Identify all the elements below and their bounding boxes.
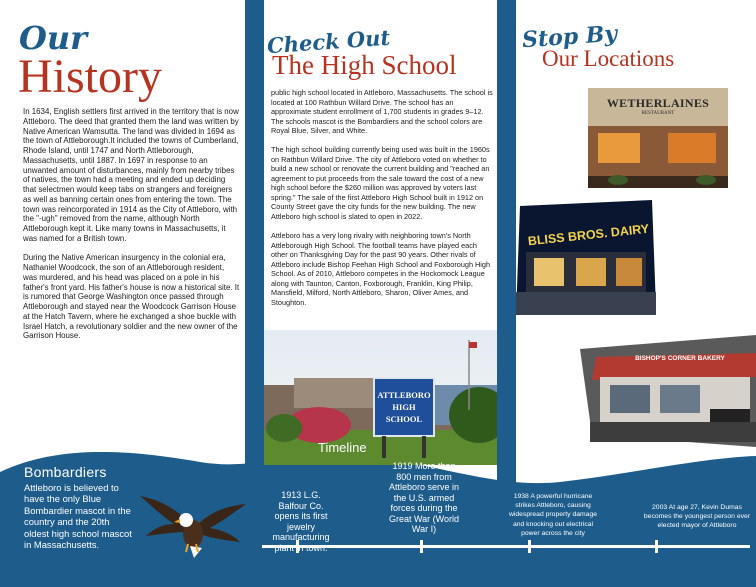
school-body xyxy=(271,88,494,317)
timeline-event-1913: 1913 L.G. Balfour Co. opens its first jewelry manufacturing plant in town. xyxy=(272,490,330,553)
bishops-sign: BISHOP'S CORNER BAKERY xyxy=(635,355,725,362)
timeline-tick xyxy=(655,540,658,553)
history-body xyxy=(23,107,240,351)
wetherlaines-sign xyxy=(588,96,728,116)
locations-script-title: Stop By xyxy=(521,20,618,54)
timeline-event-1938: 1938 A powerful hurricane strikes Attleboro, causing widespread property damage and knocking out electrical power across the city xyxy=(508,493,598,537)
timeline-title: Timeline xyxy=(318,440,367,455)
school-sign xyxy=(374,378,434,436)
eagle-icon xyxy=(136,486,248,566)
school-sign-line: SCHOOL xyxy=(385,414,423,424)
timeline-tick xyxy=(528,540,531,553)
school-paragraph: The high school building currently being used was built in the 1960s on Rathbun Willard Drive. The city of Attleboro voted on whether to build a new school or renovate the current building and "reached an agreement to put proceeds from the sale toward the cost of a new high school before the $260 million was approved by voters last spring." The sale of the first Attleboro High School built in 1912 on County Street gave the city funds for the new building. The new Attleboro high school is slated to open in 2022. xyxy=(271,145,490,221)
locations-title: Our Locations xyxy=(542,46,675,71)
bishops-photo xyxy=(580,335,756,447)
school-sign-line: ATTLEBORO xyxy=(377,390,431,400)
bliss-photo xyxy=(516,200,656,315)
bliss-sign: BLISS BROS. DAIRY xyxy=(527,221,650,249)
school-title: The High School xyxy=(272,50,457,80)
school-paragraph: Attleboro has a very long rivalry with neighboring town's North Attleborough High School. The football teams have played each other on Thanksgiving Day for the past 90 years. Other rivals of Attleboro include Bishop Feehan High School and Foxborough High School. As of 2010, Attleboro competes in the Hockomock League along with Taunton, Canton, Foxborough, Franklin, King Philip, Mansfield, Milford, North Attleboro, Sharon, Oliver Ames, and Stoughton. xyxy=(271,231,491,307)
wetherlaines-sign-sub: RESTAURANT xyxy=(641,111,675,116)
bombardiers-text: Attleboro is believed to have the only Blue Bombardier mascot in the country and the 20th oldest high school mascot in Massachusetts. xyxy=(24,482,132,551)
history-paragraph: During the Native American insurgency in the colonial era, Nathaniel Woodcock, the son of an Attleborough resident, was murdered, and his head was placed on a pole in his father's front yard. His father's house is now a historical site. It is rumored that George Washington once passed through Attleborough and stayed near the Woodcock Garrison House at the Hatch Tavern, where he exchanged a shoe buckle with Israel Hatch, a revolutionary soldier and the new owner of the Garrison House. xyxy=(23,253,240,341)
history-paragraph: In 1634, English settlers first arrived in the territory that is now Attleboro. The deed that granted them the land was written by Native American Wamsutta. The land was divided in 1694 as the town of Attleborough.It included the towns of Cumberland, Rhode Island, until 1747 and North Attleborough, Massachusetts, until 1887. In 1697 in response to an unwanted amount of disturbances, mainly from nearby tribes of natives, the town had a meeting and ended up deciding that selectmen would keep tabs on strangers and foreigners as well as banning certain ones from entering the town. The town was reincorporated in 1914 as the City of Attleboro, with the "-ugh" removed from the name, although North Attleborough kept it. Like many towns in Massachusetts, it was named for a British town. xyxy=(23,107,239,243)
history-title: History xyxy=(18,50,162,103)
timeline-event-2003: 2003 At age 27, Kevin Dumas becomes the youngest person ever elected mayor of Attleboro xyxy=(643,504,751,530)
school-script-title: Check Out xyxy=(266,24,391,59)
timeline-event-1919: 1919 More than 800 men from Attleboro serve in the U.S. armed forces during the Great War (World War I) xyxy=(388,461,460,534)
history-script-title: Our xyxy=(19,19,87,57)
bombardiers-title: Bombardiers xyxy=(24,464,107,480)
school-paragraph: public high school located in Attleboro, Massachusetts. The school is located at 100 Rathbun Willard Drive. The school has an approximate student enrollment of 1,700 students in grades 9–12. The schools mascot is the Bombardiers and the school colors are Royal Blue, Silver, and White. xyxy=(271,88,493,135)
school-sign-line: HIGH xyxy=(392,402,416,412)
timeline-tick xyxy=(420,540,423,553)
wetherlaines-sign-name: WETHERLAINES xyxy=(606,96,710,110)
wetherlaines-photo xyxy=(588,88,728,188)
